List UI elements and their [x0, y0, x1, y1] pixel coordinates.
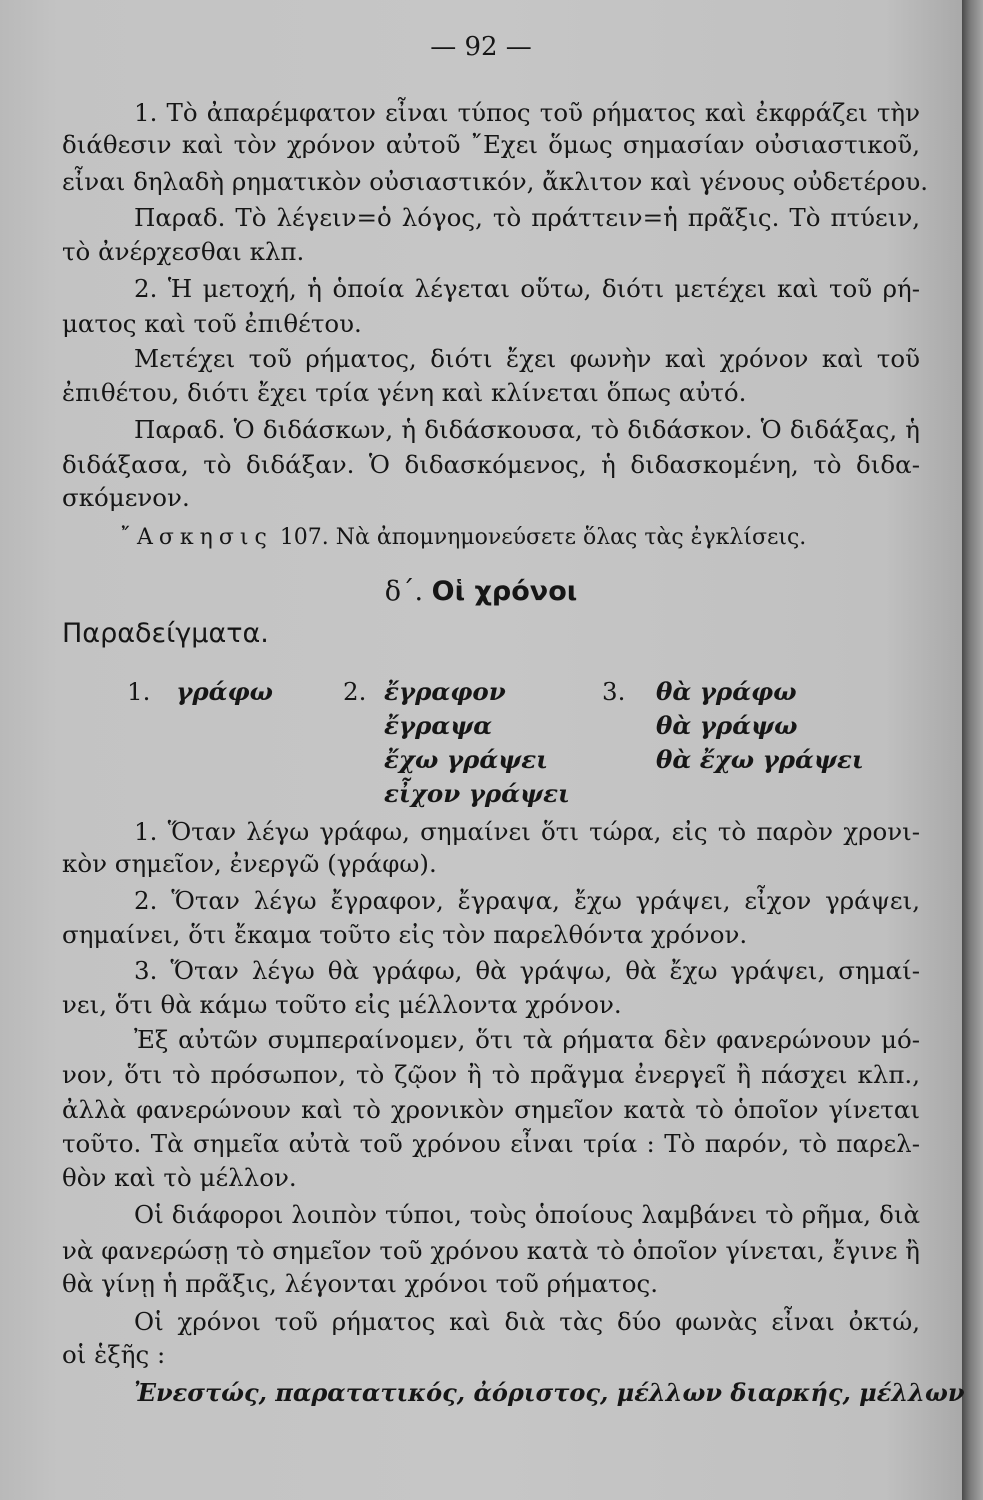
example-word: εἶχον γράψει [384, 779, 570, 808]
text-line: 2. Ὅταν λέγω ἔγραφον, ἔγραψα, ἔχω γράψει, εἶχον γράψει, [134, 886, 920, 915]
page-edge [962, 0, 983, 1500]
text-line: ματος καὶ τοῦ ἐπιθέτου. [62, 309, 362, 338]
example-word: θὰ ἔχω γράψει [656, 745, 864, 774]
examples-title: Παραδείγματα. [62, 618, 269, 649]
text-line: νει, ὅτι θὰ κάμω τοῦτο εἰς μέλλοντα χρόνον. [62, 990, 622, 1019]
text-line: εἶναι δηλαδὴ ρηματικὸν οὐσιαστικόν, ἄκλιτον καὶ γένους οὐδετέρου. [62, 167, 929, 196]
text-line: Οἱ διάφοροι λοιπὸν τύποι, τοὺς ὁποίους λαμβάνει τὸ ρῆμα, διὰ [134, 1200, 920, 1229]
section-title: Οἱ χρόνοι [431, 576, 578, 607]
text-line: νον, ὅτι τὸ πρόσωπον, τὸ ζῷον ἢ τὸ πρᾶγμα ἐνεργεῖ ἢ πάσχει κλπ., [62, 1060, 920, 1089]
example-col-3 [656, 675, 864, 777]
text-line: σημαίνει, ὅτι ἔκαμα τοῦτο εἰς τὸν παρελθόντα χρόνον. [62, 920, 748, 949]
example-number-3: 3. [602, 677, 626, 706]
example-word: γράφω [176, 677, 274, 706]
example-col-1 [127, 675, 273, 709]
example-number-1: 1. [127, 677, 151, 706]
text-line: 1. Τὸ ἀπαρέμφατον εἶναι τύπος τοῦ ρήματος καὶ ἐκφράζει τὴν [134, 98, 920, 127]
text-line: Μετέχει τοῦ ρήματος, διότι ἔχει φωνὴν καὶ χρόνον καὶ τοῦ [134, 344, 920, 373]
example-word: ἔγραψα [384, 711, 493, 740]
text-line: 3. Ὅταν λέγω θὰ γράφω, θὰ γράψω, θὰ ἔχω γράψει, σημαί- [134, 956, 920, 985]
text-line: 2. Ἡ μετοχή, ἡ ὁποία λέγεται οὕτω, διότι μετέχει καὶ τοῦ ρή- [134, 274, 920, 303]
text-line: κὸν σημεῖον, ἐνεργῶ (γράφω). [62, 849, 437, 878]
text-line: διδάξασα, τὸ διδάξαν. Ὁ διδασκόμενος, ἡ διδασκομένη, τὸ διδα- [62, 450, 920, 479]
section-letter: δ΄. [384, 576, 424, 607]
example-word: ἔγραφον [384, 677, 506, 706]
text-line: Οἱ χρόνοι τοῦ ρήματος καὶ διὰ τὰς δύο φωνὰς εἶναι ὀκτώ, [134, 1307, 920, 1336]
exercise-text: Νὰ ἀπομνημονεύσετε ὅλας τὰς ἐγκλίσεις. [335, 525, 807, 550]
text-line: οἱ ἑξῆς : [62, 1340, 166, 1369]
text-line: ἐπιθέτου, διότι ἔχει τρία γένη καὶ κλίνεται ὅπως αὐτό. [62, 378, 747, 407]
example-word: θὰ γράψω [656, 711, 798, 740]
example-col-2 [384, 675, 570, 811]
exercise-label: ῎Ασκησις [120, 525, 273, 550]
text-line: ἀλλὰ φανερώνουν καὶ τὸ χρονικὸν σημεῖον κατὰ τὸ ὁποῖον γίνεται [62, 1095, 920, 1124]
exercise-number: 107. [279, 525, 329, 550]
text-line: νὰ φανερώσῃ τὸ σημεῖον τοῦ χρόνου κατὰ τὸ ὁποῖον γίνεται, ἔγινε ἢ [62, 1236, 920, 1265]
example-number-2: 2. [343, 677, 367, 706]
page-number: — 92 — [430, 32, 532, 62]
text-line: Ἐξ αὐτῶν συμπεραίνομεν, ὅτι τὰ ρήματα δὲν φανερώνουν μό- [134, 1025, 920, 1054]
example-word: ἔχω γράψει [384, 745, 548, 774]
text-line: θὰ γίνῃ ἡ πρᾶξις, λέγονται χρόνοι τοῦ ρήματος. [62, 1269, 658, 1298]
text-line: 1. Ὅταν λέγω γράφω, σημαίνει ὅτι τώρα, εἰς τὸ παρὸν χρονι- [134, 817, 920, 846]
exercise-line [62, 522, 920, 554]
text-line: τοῦτο. Τὰ σημεῖα αὐτὰ τοῦ χρόνου εἶναι τρία : Τὸ παρόν, τὸ παρελ- [62, 1129, 920, 1158]
text-line: θὸν καὶ τὸ μέλλον. [62, 1163, 297, 1192]
section-heading [0, 576, 962, 607]
text-line: διάθεσιν καὶ τὸν χρόνον αὐτοῦ ῎Εχει ὅμως σημασίαν οὐσιαστικοῦ, [62, 130, 920, 159]
text-line: σκόμενον. [62, 483, 190, 512]
text-line: τὸ ἀνέρχεσθαι κλπ. [62, 237, 305, 266]
text-line: Παραδ. Τὸ λέγειν=ὁ λόγος, τὸ πράττειν=ἡ πρᾶξις. Τὸ πτύειν, [134, 203, 920, 232]
example-word: θὰ γράφω [656, 677, 797, 706]
text-line: Ἐνεστώς, παρατατικός, ἀόριστος, μέλλων διαρκής, μέλλων [134, 1378, 965, 1407]
text-line: Παραδ. Ὁ διδάσκων, ἡ διδάσκουσα, τὸ διδάσκον. Ὁ διδάξας, ἡ [134, 415, 920, 444]
